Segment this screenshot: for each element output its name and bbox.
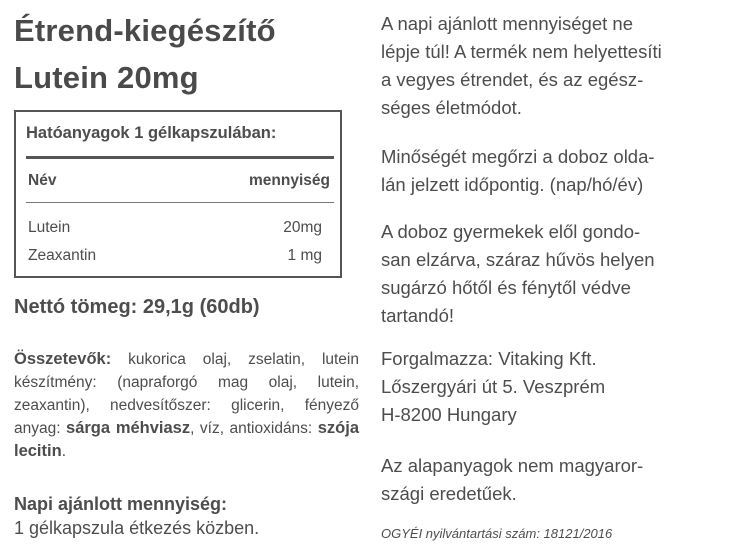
table-divider xyxy=(26,156,334,159)
text-line: H-8200 Hungary xyxy=(381,404,517,425)
ingredient-name: Zeaxantin xyxy=(28,247,97,264)
net-weight: Nettó tömeg: 29,1g (60db) xyxy=(14,296,260,318)
column-header-quantity: mennyiség xyxy=(249,172,330,189)
product-name-title: Lutein 20mg xyxy=(14,60,199,95)
registration-number: OGYÉI nyilvántartási szám: 18121/2016 xyxy=(381,526,613,541)
text-line: sugárzó hőtől és fénytől védve xyxy=(381,277,631,298)
active-ingredients-table xyxy=(14,110,342,278)
warning-dose-paragraph xyxy=(381,10,716,122)
text-line: A doboz gyermekek elől gondo- xyxy=(381,221,641,242)
text-line: szági eredetűek. xyxy=(381,483,517,504)
text-line: séges életmódot. xyxy=(381,97,522,118)
ingredients-label: Összetevők: xyxy=(14,350,112,368)
text-line: Minőségét megőrzi a doboz olda- xyxy=(381,146,655,167)
text-line: A napi ajánlott mennyiséget ne xyxy=(381,13,633,34)
allergen-soy-lecithin: szója lecitin xyxy=(14,419,360,460)
storage-paragraph xyxy=(381,218,716,330)
text-line: Az alapanyagok nem magyaror- xyxy=(381,455,644,476)
table-heading: Hatóanyagok 1 gélkapszulában: xyxy=(26,124,277,142)
text-line: lán jelzett időpontig. (nap/hó/év) xyxy=(381,174,644,195)
ingredients-part: . xyxy=(61,443,66,460)
daily-dose-title: Napi ajánlott mennyiség: xyxy=(14,494,228,514)
product-type-title: Étrend-kiegészítő xyxy=(14,13,276,48)
ingredients-part: , víz, antioxidáns: xyxy=(190,420,318,437)
column-header-name: Név xyxy=(28,172,57,189)
table-row xyxy=(28,247,322,265)
text-line: Forgalmazza: Vitaking Kft. xyxy=(381,348,597,369)
ingredients-text xyxy=(14,348,359,463)
origin-paragraph xyxy=(381,452,716,508)
daily-dose-text: 1 gélkapszula étkezés közben. xyxy=(14,518,260,538)
ingredient-quantity: 1 mg xyxy=(287,247,322,264)
ingredient-quantity: 20mg xyxy=(283,219,322,236)
ingredients-part: kukorica olaj, zselatin, lutein készítmény: (napraforgó mag olaj, lutein, zeaxantin), nedvesítőszer: glicerin, fényező anyag: xyxy=(14,351,359,437)
table-row xyxy=(28,219,322,237)
table-divider xyxy=(26,202,334,203)
distributor-paragraph xyxy=(381,345,716,429)
text-line: tartandó! xyxy=(381,305,455,326)
best-before-paragraph xyxy=(381,143,716,199)
ingredient-name: Lutein xyxy=(28,219,71,236)
text-line: Lőszergyári út 5. Veszprém xyxy=(381,376,606,397)
text-line: lépje túl! A termék nem helyettesíti xyxy=(381,41,662,62)
text-line: a vegyes étrendet, és az egész- xyxy=(381,69,644,90)
allergen-beeswax: sárga méhviasz xyxy=(66,419,191,437)
text-line: san elzárva, száraz hűvös helyen xyxy=(381,249,655,270)
